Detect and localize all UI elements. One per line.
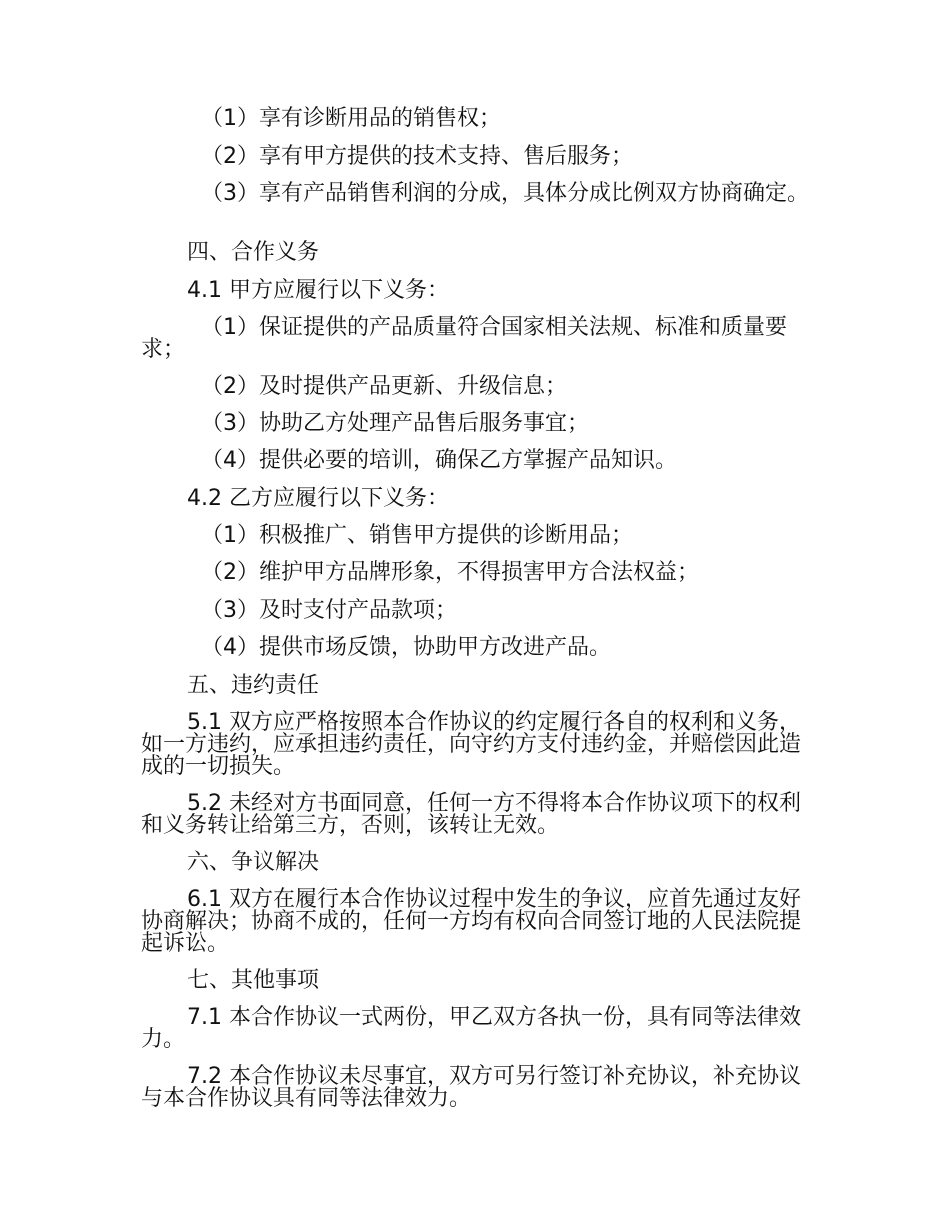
clause-7-1: 7.1 本合作协议一式两份，甲乙双方各执一份，具有同等法律效力。 — [141, 1005, 801, 1052]
duty-a-item-2: （2）及时提供产品更新、升级信息； — [201, 374, 567, 399]
section-heading-7: 七、其他事项 — [187, 968, 320, 993]
duty-a-item-1: （1）保证提供的产品质量符合国家相关法规、标准和质量要求； — [141, 315, 787, 362]
clause-7-2: 7.2 本合作协议未尽事宜，双方可另行签订补充协议，补充协议与本合作协议具有同等法律效力。 — [141, 1064, 801, 1111]
section-heading-4: 四、合作义务 — [187, 240, 320, 265]
duty-b-item-2: （2）维护甲方品牌形象，不得损害甲方合法权益； — [201, 560, 699, 585]
section-heading-6: 六、争议解决 — [187, 850, 320, 875]
duty-a-item-4: （4）提供必要的培训，确保乙方掌握产品知识。 — [201, 448, 677, 473]
duty-b-item-1: （1）积极推广、销售甲方提供的诊断用品； — [201, 523, 633, 548]
duty-b-item-4: （4）提供市场反馈，协助甲方改进产品。 — [201, 635, 611, 660]
section-heading-5: 五、违约责任 — [187, 673, 320, 698]
duty-b-item-3: （3）及时支付产品款项； — [201, 598, 457, 623]
right-item-2: （2）享有甲方提供的技术支持、售后服务； — [201, 144, 633, 169]
clause-6-1: 6.1 双方在履行本合作协议过程中发生的争议，应首先通过友好协商解决；协商不成的，任何一方均有权向合同签订地的人民法院提起诉讼。 — [141, 887, 802, 956]
clause-5-1: 5.1 双方应严格按照本合作协议的约定履行各自的权利和义务，如一方违约，应承担违约责任，向守约方支付违约金，并赔偿因此造成的一切损失。 — [141, 710, 802, 779]
duty-a-item-3: （3）协助乙方处理产品售后服务事宜； — [201, 411, 589, 436]
right-item-3: （3）享有产品销售利润的分成，具体分成比例双方协商确定。 — [201, 181, 809, 206]
clause-4-1: 4.1 甲方应履行以下义务： — [187, 278, 449, 303]
clause-4-2: 4.2 乙方应履行以下义务： — [187, 486, 449, 511]
clause-5-2: 5.2 未经对方书面同意，任何一方不得将本合作协议项下的权利和义务转让给第三方，否则，该转让无效。 — [141, 791, 801, 838]
right-item-1: （1）享有诊断用品的销售权； — [201, 106, 501, 131]
